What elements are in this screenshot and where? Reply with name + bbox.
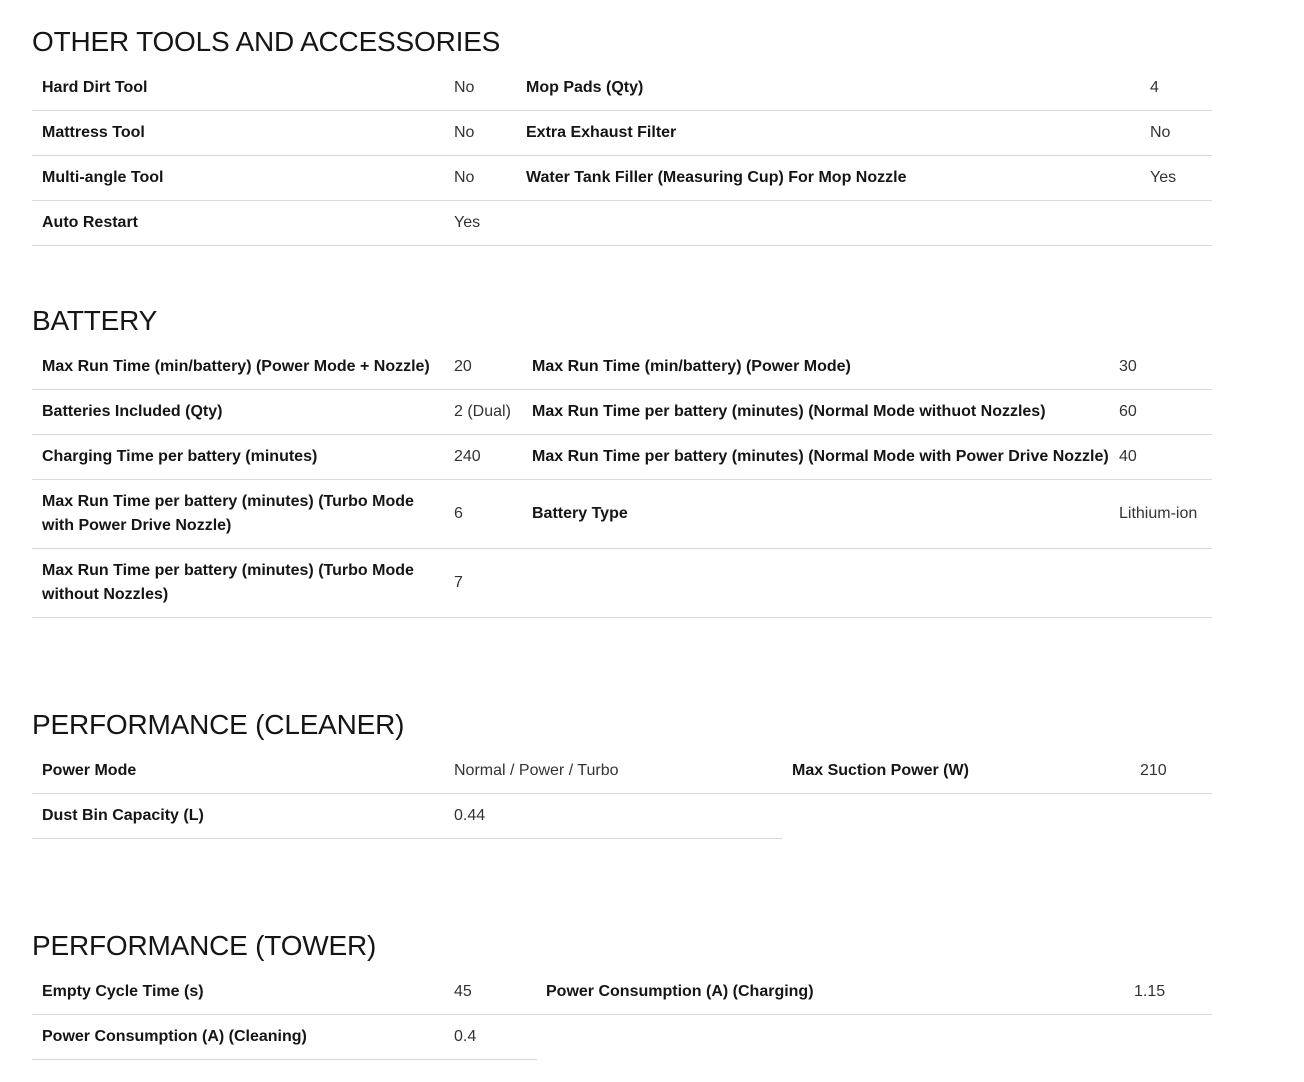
spec-label: Mattress Tool [42, 124, 145, 141]
spec-value: 1.15 [1134, 983, 1166, 1000]
spec-value: 0.4 [454, 1028, 477, 1045]
spec-label: Max Suction Power (W) [792, 762, 969, 779]
spec-value: No [454, 124, 475, 141]
spec-value: 7 [454, 574, 463, 591]
spec-value: 2 (Dual) [454, 403, 511, 420]
spec-row [32, 390, 1212, 435]
spec-value: 20 [454, 358, 472, 375]
spec-label: Power Consumption (A) (Charging) [546, 983, 814, 1000]
spec-label: Charging Time per battery (minutes) [42, 448, 318, 465]
spec-row [32, 1015, 537, 1060]
spec-value: Normal / Power / Turbo [454, 762, 619, 779]
spec-value: Lithium-ion [1119, 505, 1198, 522]
spec-value: No [454, 79, 475, 96]
spec-row [32, 345, 1212, 390]
spec-label: Dust Bin Capacity (L) [42, 807, 204, 824]
section-title-tower: PERFORMANCE (TOWER) [32, 930, 377, 961]
section-title-cleaner: PERFORMANCE (CLEANER) [32, 709, 405, 740]
spec-label: Power Mode [42, 762, 137, 779]
spec-value: 6 [454, 505, 463, 522]
spec-label: Batteries Included (Qty) [42, 403, 223, 420]
spec-value: 45 [454, 983, 472, 1000]
spec-label: Hard Dirt Tool [42, 79, 148, 96]
spec-value: 240 [454, 448, 481, 465]
spec-label: Extra Exhaust Filter [526, 124, 677, 141]
spec-value: 60 [1119, 403, 1137, 420]
spec-row [32, 435, 1212, 480]
spec-label: Battery Type [532, 505, 628, 522]
spec-label: Max Run Time per battery (minutes) (Turbo Mode without Nozzles) [42, 562, 414, 603]
spec-value: 210 [1140, 762, 1167, 779]
spec-row [32, 480, 1212, 549]
spec-row [32, 201, 1212, 246]
spec-row [32, 970, 1212, 1015]
spec-label: Empty Cycle Time (s) [42, 983, 204, 1000]
spec-label: Auto Restart [42, 214, 139, 231]
spec-label: Water Tank Filler (Measuring Cup) For Mop Nozzle [526, 169, 907, 186]
spec-value: Yes [454, 214, 481, 231]
spec-value: 40 [1119, 448, 1137, 465]
section-title-tools: OTHER TOOLS AND ACCESSORIES [32, 26, 501, 57]
spec-label: Max Run Time (min/battery) (Power Mode) [532, 358, 851, 375]
spec-label: Max Run Time (min/battery) (Power Mode + Nozzle) [42, 358, 430, 375]
spec-value: Yes [1150, 169, 1177, 186]
spec-value: No [1150, 124, 1171, 141]
section-title-battery: BATTERY [32, 305, 158, 336]
spec-value: 4 [1150, 79, 1159, 96]
spec-row [32, 66, 1212, 111]
spec-row [32, 156, 1212, 201]
spec-label: Mop Pads (Qty) [526, 79, 644, 96]
spec-row [32, 794, 782, 839]
spec-label: Max Run Time per battery (minutes) (Normal Mode withuot Nozzles) [532, 403, 1046, 420]
spec-row [32, 749, 1212, 794]
spec-row [32, 111, 1212, 156]
spec-value: 0.44 [454, 807, 486, 824]
spec-label: Max Run Time per battery (minutes) (Turbo Mode with Power Drive Nozzle) [42, 493, 414, 534]
spec-value: 30 [1119, 358, 1137, 375]
spec-label: Power Consumption (A) (Cleaning) [42, 1028, 307, 1045]
spec-label: Max Run Time per battery (minutes) (Normal Mode with Power Drive Nozzle) [532, 448, 1109, 465]
spec-row [32, 549, 1212, 618]
spec-value: No [454, 169, 475, 186]
spec-label: Multi-angle Tool [42, 169, 164, 186]
